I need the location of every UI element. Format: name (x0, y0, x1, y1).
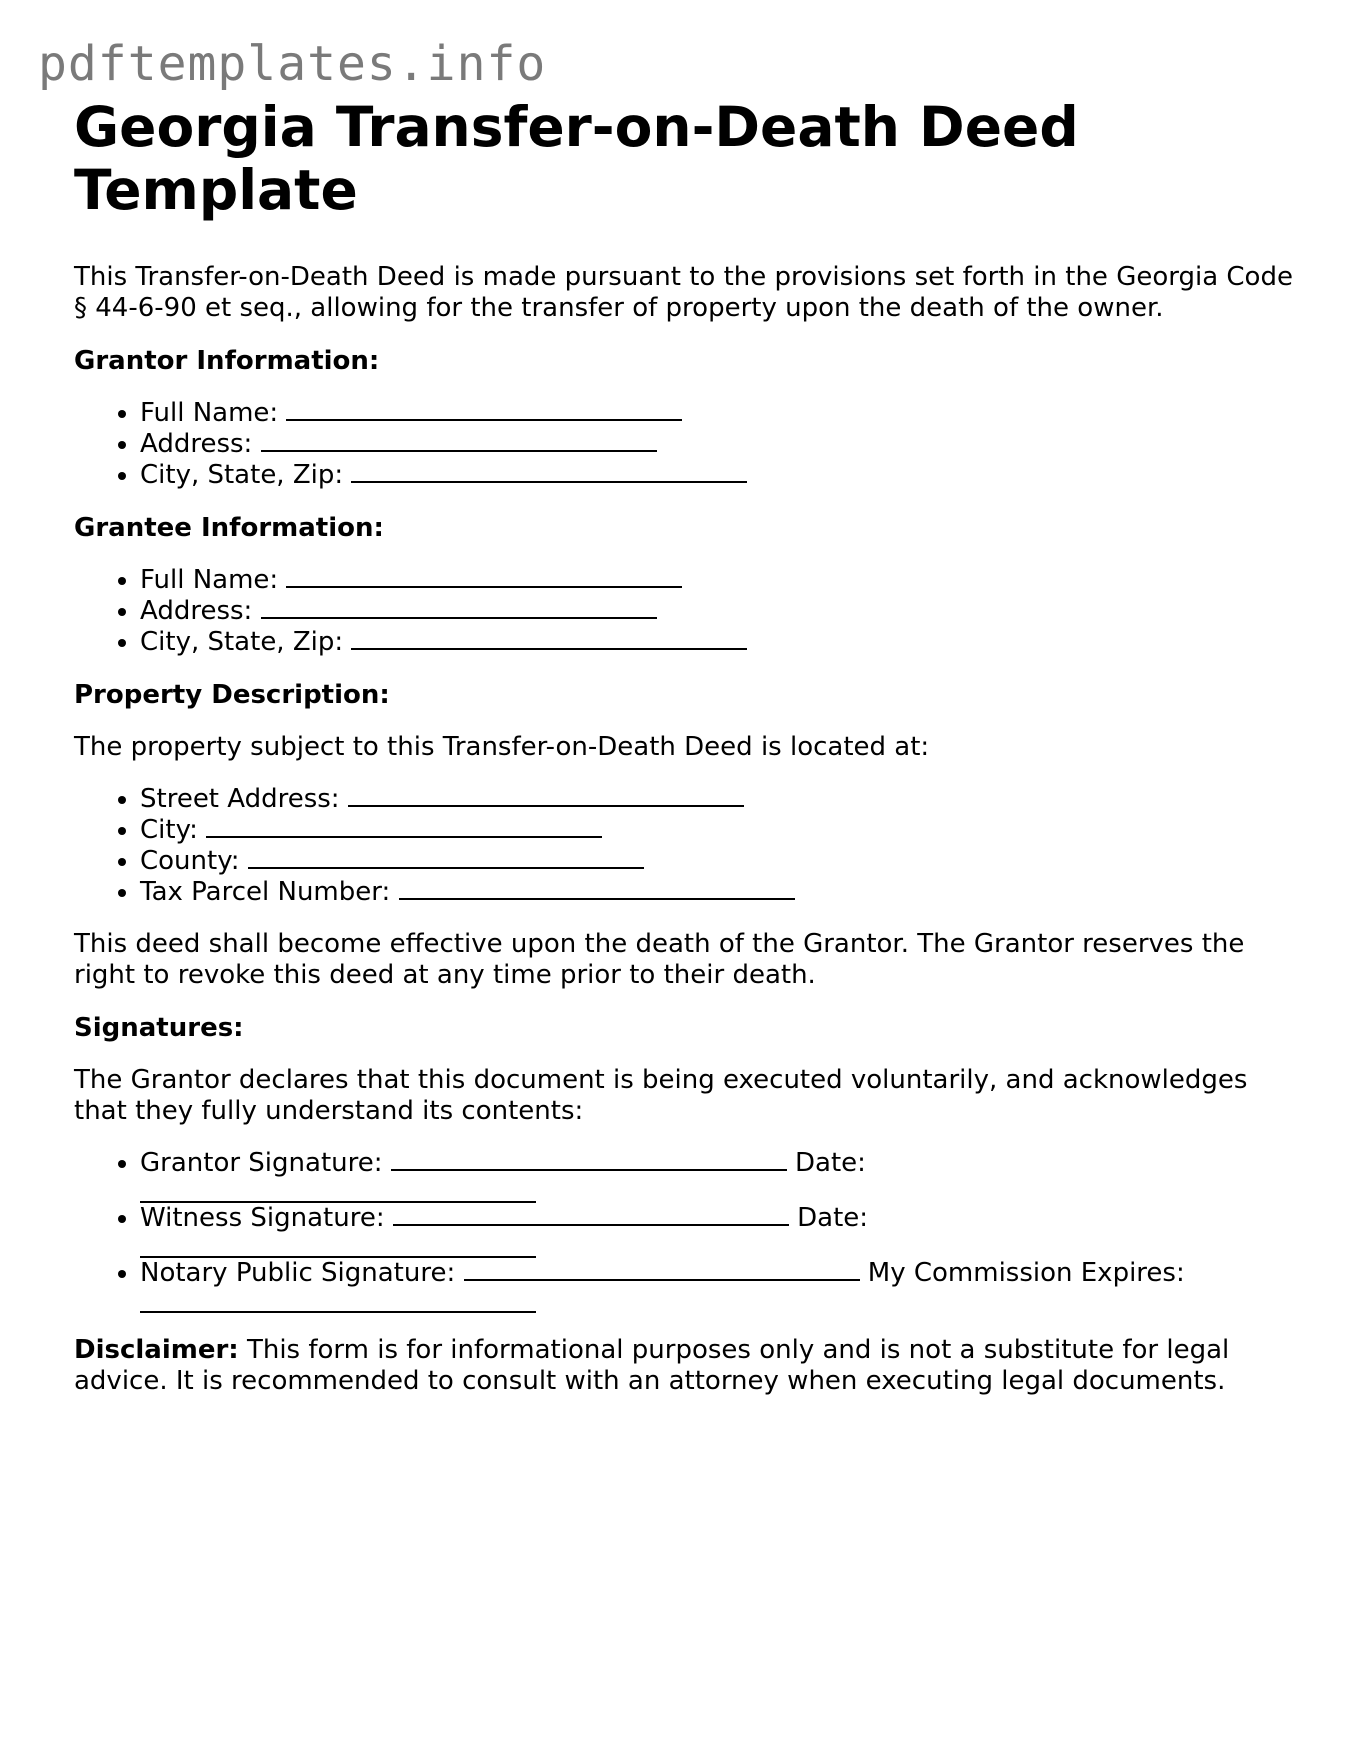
field-label: City, State, Zip: (140, 627, 344, 657)
document-page (74, 96, 1294, 1397)
commission-expires-blank[interactable] (140, 1289, 536, 1313)
list-item (140, 460, 1294, 491)
property-intro: The property subject to this Transfer-on-Death Deed is located at: (74, 732, 930, 762)
field-label: Date: (797, 1203, 869, 1233)
list-item (140, 877, 1294, 908)
signatures-list (74, 1148, 1294, 1313)
city-blank[interactable] (206, 816, 602, 838)
field-label: My Commission Expires: (867, 1258, 1185, 1288)
grantee-full-name-blank[interactable] (286, 566, 682, 588)
field-label: Grantor Signature: (140, 1148, 383, 1178)
list-item (140, 1203, 1294, 1258)
list-item (140, 784, 1294, 815)
field-label: Witness Signature: (140, 1203, 385, 1233)
grantor-city-state-zip-blank[interactable] (351, 461, 747, 483)
grantor-address-blank[interactable] (261, 430, 657, 452)
grantor-full-name-blank[interactable] (286, 399, 682, 421)
list-item (140, 846, 1294, 877)
list-item (140, 398, 1294, 429)
field-label: Tax Parcel Number: (140, 877, 391, 907)
tax-parcel-number-blank[interactable] (399, 878, 795, 900)
county-blank[interactable] (248, 847, 644, 869)
grantee-heading: Grantee Information: (74, 513, 384, 543)
grantor-list (74, 398, 1294, 491)
field-label: Address: (140, 596, 253, 626)
page-title: Georgia Transfer-on-Death Deed Template (74, 95, 1079, 222)
list-item (140, 565, 1294, 596)
effective-paragraph: This deed shall become effective upon the death of the Grantor. The Grantor reserves the right to revoke this deed at any time prior to their death. (74, 929, 1245, 990)
signatures-heading: Signatures: (74, 1013, 244, 1043)
list-item (140, 596, 1294, 627)
field-label: Date: (795, 1148, 866, 1178)
grantee-list (74, 565, 1294, 658)
property-heading: Property Description: (74, 680, 390, 710)
watermark: pdftemplates.info (38, 36, 547, 92)
list-item (140, 1258, 1294, 1313)
witness-date-blank[interactable] (140, 1234, 536, 1258)
list-item (140, 429, 1294, 460)
grantor-heading: Grantor Information: (74, 346, 380, 376)
disclaimer-text: This form is for informational purposes only and is not a substitute for legal advice. It is recommended to consult with an attorney when executing legal documents. (74, 1335, 1230, 1396)
disclaimer-paragraph (74, 1335, 1294, 1397)
witness-signature-blank[interactable] (393, 1204, 789, 1226)
field-label: City: (140, 815, 198, 845)
field-label: City, State, Zip: (140, 460, 344, 490)
notary-signature-blank[interactable] (464, 1259, 860, 1281)
intro-paragraph: This Transfer-on-Death Deed is made pursuant to the provisions set forth in the Georgia Code § 44-6-90 et seq., allowing for the transfer of property upon the death of the owner. (74, 262, 1293, 323)
grantee-address-blank[interactable] (261, 597, 657, 619)
grantor-date-blank[interactable] (140, 1179, 536, 1203)
field-label: Street Address: (140, 784, 340, 814)
field-label: County: (140, 846, 240, 876)
list-item (140, 815, 1294, 846)
field-label: Notary Public Signature: (140, 1258, 456, 1288)
street-address-blank[interactable] (348, 785, 744, 807)
field-label: Full Name: (140, 565, 279, 595)
field-label: Full Name: (140, 398, 279, 428)
list-item (140, 627, 1294, 658)
signatures-intro: The Grantor declares that this document is being executed voluntarily, and acknowledges that they fully understand its contents: (74, 1065, 1248, 1126)
property-list (74, 784, 1294, 908)
list-item (140, 1148, 1294, 1203)
grantor-signature-blank[interactable] (391, 1149, 787, 1171)
disclaimer-label: Disclaimer: (74, 1335, 239, 1365)
grantee-city-state-zip-blank[interactable] (351, 628, 747, 650)
field-label: Address: (140, 429, 253, 459)
